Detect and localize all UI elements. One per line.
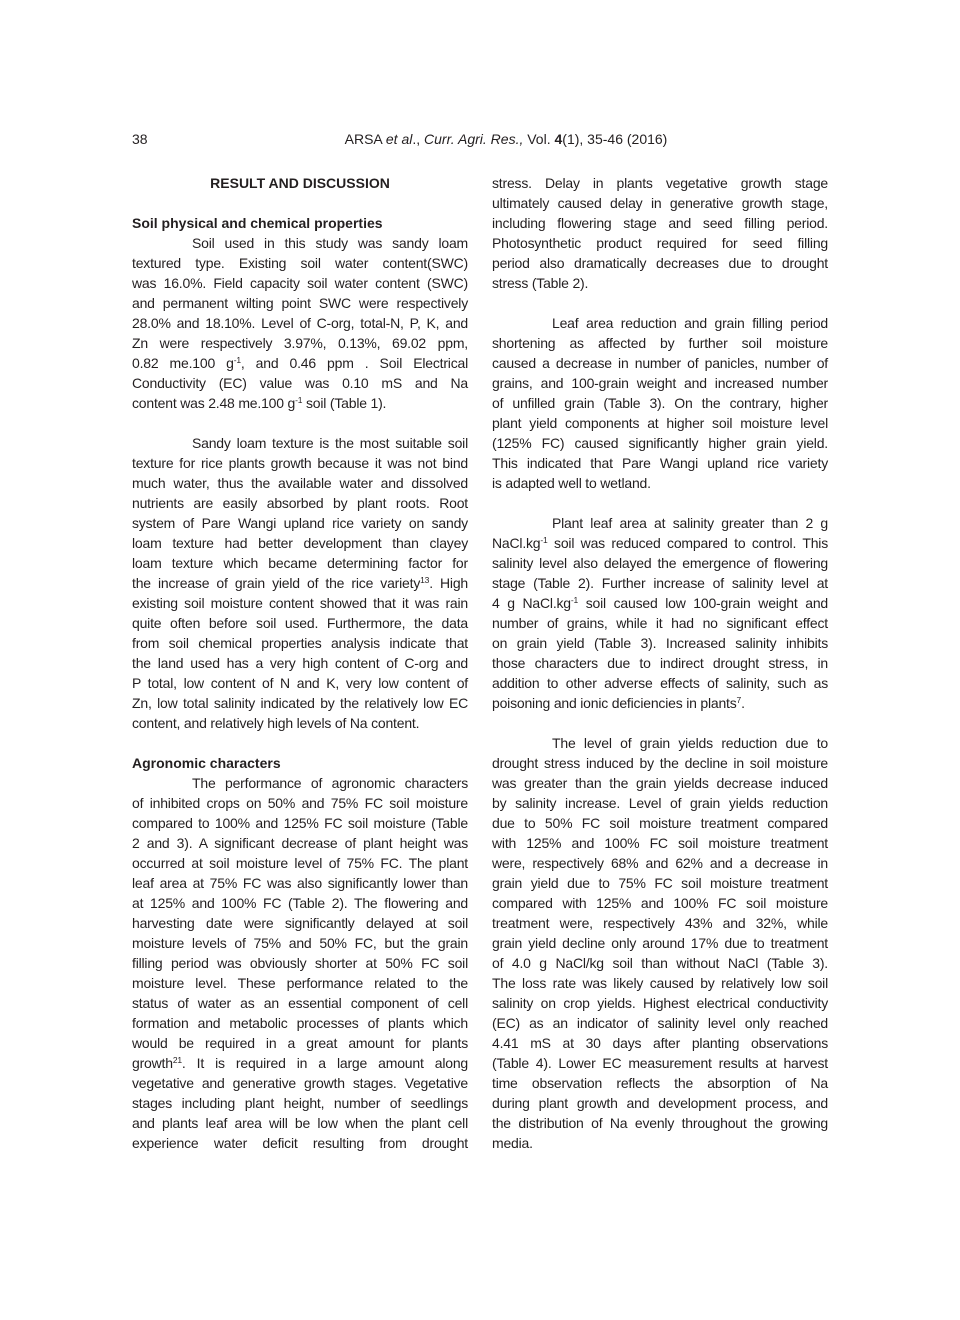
- text-line: [492, 633, 828, 653]
- text-segment: ultimately caused delay in generative growth stage,: [492, 195, 828, 211]
- text-line: [492, 353, 828, 373]
- text-segment: soil was reduced compared to control. This: [547, 535, 828, 551]
- text-line: [132, 433, 468, 453]
- text-line: [132, 1033, 468, 1053]
- citation-part: ARSA: [344, 131, 386, 147]
- text-segment: compared with 125% and 100% FC soil moisture: [492, 895, 828, 911]
- text-segment: with 125% and 100% FC soil moisture treatment: [492, 835, 828, 851]
- text-segment: at 125% and 100% FC (Table 2). The flowering and: [132, 895, 468, 911]
- text-segment: . High: [429, 575, 468, 591]
- text-line: [492, 1093, 828, 1113]
- text-segment: occurred at soil moisture level of 75% FC. The plant: [132, 855, 468, 871]
- paragraph: [132, 433, 468, 733]
- text-line: [132, 233, 468, 253]
- paragraph: [492, 173, 828, 293]
- text-segment: leaf area at 75% FC was also significantly lower than: [132, 875, 468, 891]
- text-segment: (EC) as an indicator of salinity level only reached: [492, 1015, 828, 1031]
- text-line: [492, 233, 828, 253]
- right-column: [492, 173, 828, 1153]
- text-segment: stages including plant height, number of seedlings: [132, 1095, 468, 1111]
- text-line: [492, 473, 828, 493]
- text-line: [132, 713, 468, 733]
- text-line: [492, 273, 828, 293]
- text-segment: existing soil moisture content showed that it was rain: [132, 595, 468, 611]
- text-segment: (Table 4). Lower EC measurement results at harvest: [492, 1055, 828, 1071]
- superscript: 13: [420, 575, 430, 585]
- text-segment: was 16.0%. Field capacity soil water content (SWC): [132, 275, 468, 291]
- left-column: [132, 173, 468, 1153]
- text-segment: Zn were respectively 3.97%, 0.13%, 69.02 ppm,: [132, 335, 468, 351]
- text-line: [492, 833, 828, 853]
- text-line: [132, 393, 468, 413]
- citation-part: .,: [412, 131, 425, 147]
- text-line: [492, 1013, 828, 1033]
- text-line: [492, 373, 828, 393]
- text-line: [492, 873, 828, 893]
- text-segment: compared to 100% and 125% FC soil moisture (Table: [132, 815, 468, 831]
- text-segment: was greater than the grain yields decrease induced: [492, 775, 828, 791]
- text-line: [492, 653, 828, 673]
- text-line: [132, 593, 468, 613]
- section-title: RESULT AND DISCUSSION: [210, 175, 390, 191]
- text-line: [132, 373, 468, 393]
- page-number: 38: [132, 131, 148, 147]
- text-segment: , and 0.46 ppm . Soil Electrical: [240, 355, 468, 371]
- text-segment: content, and relatively high levels of Na content.: [132, 715, 420, 731]
- text-line: [492, 573, 828, 593]
- superscript: -1: [295, 395, 303, 405]
- text-line: [132, 1073, 468, 1093]
- text-line: [492, 793, 828, 813]
- text-segment: and permanent wilting point SWC were respectively: [132, 295, 468, 311]
- text-segment: drought stress induced by the decline in soil moisture: [492, 755, 828, 771]
- superscript: -1: [233, 355, 241, 365]
- text-segment: period also dramatically decreases due to drought: [492, 255, 828, 271]
- text-segment: content was 2.48 me.100 g: [132, 395, 296, 411]
- text-line: [132, 793, 468, 813]
- text-line: [132, 773, 468, 793]
- text-segment: The level of grain yields reduction due to: [552, 735, 828, 751]
- text-line: [132, 533, 468, 553]
- text-line: [132, 553, 468, 573]
- text-segment: of inhibited crops on 50% and 75% FC soil moisture: [132, 795, 468, 811]
- text-line: [492, 613, 828, 633]
- text-segment: . It is required in a large amount along: [181, 1055, 468, 1071]
- text-segment: Soil used in this study was sandy loam: [192, 235, 468, 251]
- text-segment: Leaf area reduction and grain filling period: [552, 315, 828, 331]
- journal-citation: [132, 129, 828, 149]
- text-line: [492, 733, 828, 753]
- text-line: [492, 453, 828, 473]
- text-line: [492, 1033, 828, 1053]
- text-segment: addition to other adverse effects of salinity, such as: [492, 675, 828, 691]
- text-segment: loam texture which became determining factor for: [132, 555, 468, 571]
- text-segment: 4.41 mS at 30 days after planting observations: [492, 1035, 828, 1051]
- superscript: 21: [172, 1055, 182, 1065]
- text-segment: stress (Table 2).: [492, 275, 589, 291]
- text-line: [132, 333, 468, 353]
- text-line: [492, 933, 828, 953]
- superscript: -1: [540, 535, 548, 545]
- subsection-heading: Agronomic characters: [132, 755, 281, 771]
- text-line: [492, 813, 828, 833]
- text-segment: P total, low content of N and K, very low content of: [132, 675, 468, 691]
- text-segment: experience water deficit resulting from drought: [132, 1135, 468, 1151]
- text-line: [492, 773, 828, 793]
- text-line: [132, 353, 468, 373]
- text-segment: media.: [492, 1135, 533, 1151]
- text-segment: The performance of agronomic characters: [192, 775, 468, 791]
- text-line: [132, 453, 468, 473]
- text-segment: including flowering stage and seed filling period.: [492, 215, 828, 231]
- text-segment: harvesting date were significantly delayed at soil: [132, 915, 468, 931]
- text-line: [492, 973, 828, 993]
- text-line: [132, 1113, 468, 1133]
- text-segment: is adapted well to wetland.: [492, 475, 651, 491]
- text-segment: system of Pare Wangi upland rice variety on sandy: [132, 515, 468, 531]
- text-line: [132, 833, 468, 853]
- text-segment: Zn, low total salinity indicated by the relatively low EC: [132, 695, 468, 711]
- paragraph: [132, 773, 468, 1153]
- text-line: [492, 1133, 828, 1153]
- text-line: [492, 1113, 828, 1133]
- text-segment: grain yield decline only around 17% due to treatment: [492, 935, 828, 951]
- text-segment: texture for rice plants growth because it was not bind: [132, 455, 468, 471]
- text-segment: moisture levels of 75% and 50% FC, but the grain: [132, 935, 468, 951]
- text-line: [492, 673, 828, 693]
- text-segment: would be required in a great amount for plants: [132, 1035, 468, 1051]
- text-segment: grains, and 100-grain weight and increased number: [492, 375, 828, 391]
- text-line: [132, 1133, 468, 1153]
- text-line: [492, 213, 828, 233]
- text-line: [492, 413, 828, 433]
- citation-part: Curr. Agri. Res.,: [424, 131, 524, 147]
- text-segment: by salinity increase. Level of grain yields reduction: [492, 795, 828, 811]
- text-line: [132, 253, 468, 273]
- text-segment: the distribution of Na evenly throughout the growing: [492, 1115, 828, 1131]
- paragraph: [492, 733, 828, 1153]
- text-line: [492, 1053, 828, 1073]
- text-line: [132, 993, 468, 1013]
- text-line: [492, 333, 828, 353]
- text-line: [492, 953, 828, 973]
- text-segment: time observation reflects the absorption of Na: [492, 1075, 828, 1091]
- citation-part: et al: [385, 131, 413, 147]
- running-header: [132, 129, 828, 149]
- text-segment: 4 g NaCl.kg: [492, 595, 571, 611]
- text-segment: (125% FC) caused significantly higher grain yield.: [492, 435, 828, 451]
- text-segment: salinity level also delayed the emergence of flowering: [492, 555, 828, 571]
- text-segment: soil (Table 1).: [302, 395, 387, 411]
- text-line: [492, 1073, 828, 1093]
- text-line: [132, 853, 468, 873]
- text-segment: plant yield components at higher soil moisture level: [492, 415, 828, 431]
- text-segment: from soil chemical properties analysis indicate that: [132, 635, 468, 651]
- text-segment: were, respectively 68% and 62% and a decrease in: [492, 855, 828, 871]
- text-line: [132, 293, 468, 313]
- text-line: [132, 813, 468, 833]
- text-line: [132, 473, 468, 493]
- text-segment: 2 and 3). A significant decrease of plant height was: [132, 835, 468, 851]
- text-segment: of 4.0 g NaCl/kg soil than without NaCl (Table 3).: [492, 955, 828, 971]
- text-segment: the land used has a very high content of C-org and: [132, 655, 468, 671]
- text-line: [132, 1093, 468, 1113]
- text-line: [492, 393, 828, 413]
- text-segment: 28.0% and 18.10%. Level of C-org, total-N, P, K, and: [132, 315, 468, 331]
- text-segment: soil caused low 100-grain weight and: [578, 595, 829, 611]
- text-segment: those characters due to indirect drought stress, in: [492, 655, 828, 671]
- text-line: [492, 553, 828, 573]
- text-line: [492, 433, 828, 453]
- text-line: [132, 973, 468, 993]
- text-line: [132, 693, 468, 713]
- text-segment: Photosynthetic product required for seed filling: [492, 235, 828, 251]
- text-line: [132, 953, 468, 973]
- text-segment: moisture level. These performance related to the: [132, 975, 468, 991]
- text-line: [492, 173, 828, 193]
- text-segment: of unfilled grain (Table 3). On the contrary, higher: [492, 395, 828, 411]
- text-line: [132, 633, 468, 653]
- text-line: [132, 1053, 468, 1073]
- text-segment: shortening as affected by further soil moisture: [492, 335, 828, 351]
- text-segment: and plants leaf area will be low when the plant cell: [132, 1115, 468, 1131]
- text-segment: formation and metabolic processes of plants which: [132, 1015, 468, 1031]
- text-segment: growth: [132, 1055, 173, 1071]
- text-line: [132, 873, 468, 893]
- text-line: [132, 273, 468, 293]
- text-line: [492, 853, 828, 873]
- text-segment: loam texture had better development than clayey: [132, 535, 468, 551]
- paragraph: [132, 233, 468, 413]
- text-line: [492, 753, 828, 773]
- text-segment: filling period was obviously shorter at 50% FC soil: [132, 955, 468, 971]
- text-line: [492, 533, 828, 553]
- text-line: [132, 513, 468, 533]
- text-segment: stress. Delay in plants vegetative growth stage: [492, 175, 828, 191]
- superscript: -1: [570, 595, 579, 605]
- text-line: [492, 693, 828, 713]
- text-segment: caused a decrease in number of panicles, number of: [492, 355, 828, 371]
- text-line: [492, 993, 828, 1013]
- text-line: [132, 673, 468, 693]
- text-line: [492, 513, 828, 533]
- text-segment: salinity on crop yields. Highest electrical conductivity: [492, 995, 828, 1011]
- text-segment: 0.82 me.100 g: [132, 355, 234, 371]
- text-line: [492, 193, 828, 213]
- text-segment: Conductivity (EC) value was 0.10 mS and Na: [132, 375, 468, 391]
- text-line: [132, 933, 468, 953]
- subsection-heading: Soil physical and chemical properties: [132, 215, 383, 231]
- text-segment: vegetative and generative growth stages. Vegetative: [132, 1075, 468, 1091]
- text-segment: stage (Table 2). Further increase of salinity level at: [492, 575, 828, 591]
- text-line: [132, 893, 468, 913]
- citation-part: Vol.: [523, 131, 555, 147]
- text-segment: status of water as an essential component of cell: [132, 995, 468, 1011]
- text-segment: treatment were, respectively 43% and 32%, while: [492, 915, 828, 931]
- superscript: 7: [736, 695, 742, 705]
- text-segment: The loss rate was likely caused by relatively low soil: [492, 975, 828, 991]
- text-line: [492, 913, 828, 933]
- citation-part: 4: [554, 131, 563, 147]
- text-segment: .: [741, 695, 745, 711]
- paragraph: [492, 513, 828, 713]
- text-segment: This indicated that Pare Wangi upland rice variety: [492, 455, 828, 471]
- citation-part: (1), 35-46 (2016): [562, 131, 668, 147]
- text-line: [132, 573, 468, 593]
- text-line: [132, 653, 468, 673]
- text-segment: on grain yield (Table 3). Increased salinity inhibits: [492, 635, 828, 651]
- text-segment: during plant growth and development process, and: [492, 1095, 828, 1111]
- text-line: [492, 253, 828, 273]
- text-segment: grain yield due to 75% FC soil moisture treatment: [492, 875, 828, 891]
- text-segment: due to 50% FC soil moisture treatment compared: [492, 815, 828, 831]
- text-segment: nutrients are easily absorbed by plant roots. Root: [132, 495, 468, 511]
- text-segment: Plant leaf area at salinity greater than 2 g: [552, 515, 828, 531]
- text-line: [492, 893, 828, 913]
- text-line: [132, 313, 468, 333]
- text-line: [492, 313, 828, 333]
- text-segment: the increase of grain yield of the rice variety: [132, 575, 421, 591]
- text-segment: poisoning and ionic deficiencies in plants: [492, 695, 737, 711]
- text-line: [492, 593, 828, 613]
- text-segment: NaCl.kg: [492, 535, 541, 551]
- text-segment: number of grains, while it had no significant effect: [492, 615, 828, 631]
- text-line: [132, 493, 468, 513]
- text-segment: quite often before soil used. Furthermore, the data: [132, 615, 468, 631]
- text-segment: textured type. Existing soil water content(SWC): [132, 255, 468, 271]
- text-line: [132, 913, 468, 933]
- text-segment: Sandy loam texture is the most suitable soil: [192, 435, 468, 451]
- text-line: [132, 1013, 468, 1033]
- text-segment: much water, thus the available water and dissolved: [132, 475, 468, 491]
- text-line: [132, 613, 468, 633]
- paragraph: [492, 313, 828, 493]
